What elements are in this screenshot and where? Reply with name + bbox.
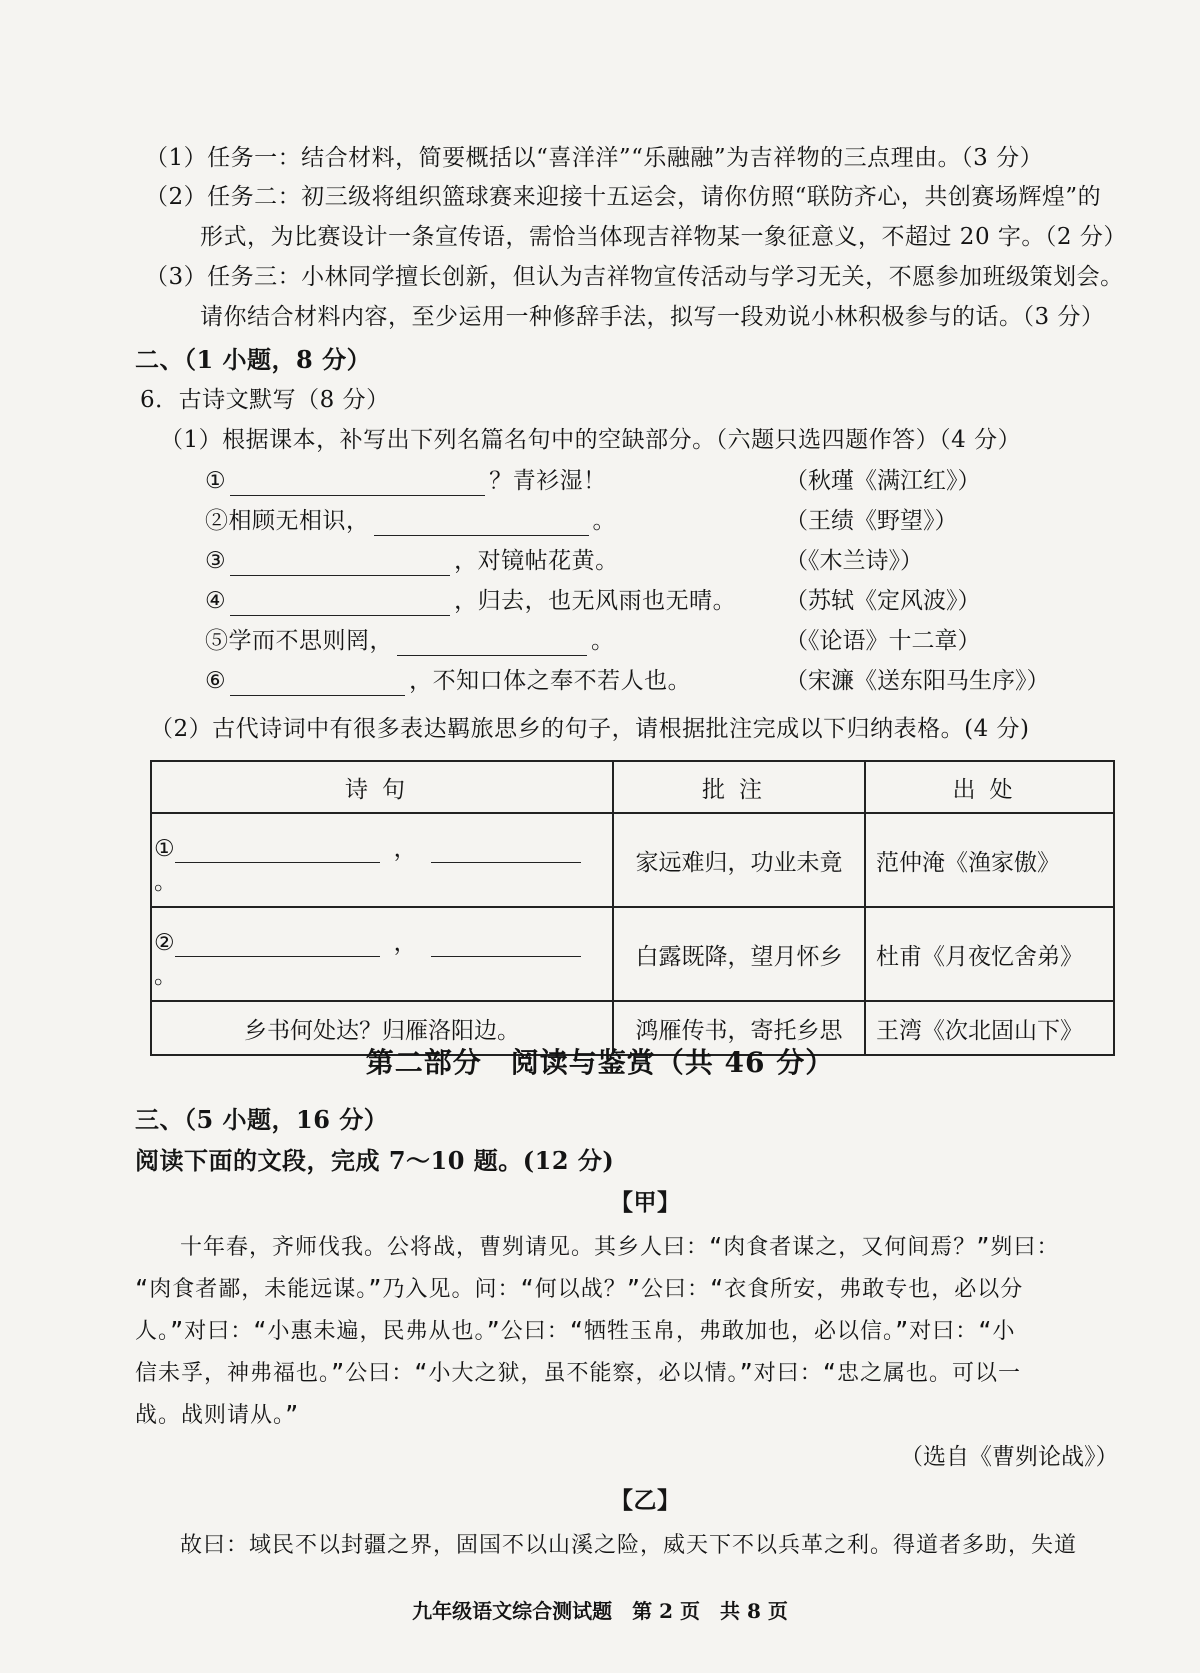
item-text: ？青衫湿！ — [489, 468, 607, 494]
task-2-line-1: （2）任务二：初三级将组织篮球赛来迎接十五运会，请你仿照“联防齐心，共创赛场辉煌”的 — [145, 184, 1102, 210]
answer-blank[interactable] — [230, 593, 450, 616]
section-2-heading: 二、（1 小题，8 分） — [135, 345, 372, 374]
answer-blank[interactable] — [397, 633, 587, 656]
passage-yi-label: 【乙】 — [610, 1487, 681, 1514]
answer-blank[interactable] — [374, 513, 589, 536]
item-text: 。 — [592, 508, 616, 534]
part-2-title: 第二部分 阅读与鉴赏（共 46 分） — [365, 1046, 835, 1079]
row-number: ① — [154, 836, 175, 862]
table-header-source: 出处 — [865, 761, 1114, 813]
fill-item-5 — [205, 626, 615, 656]
table-cell-source: 杜甫《月夜忆舍弟》 — [865, 907, 1114, 1001]
punctuation: 。 — [154, 963, 177, 989]
item-number: ② — [205, 508, 229, 534]
passage-jia-label: 【甲】 — [610, 1189, 681, 1216]
fill-item-4 — [205, 586, 736, 616]
item-number: ① — [205, 468, 227, 494]
answer-blank[interactable] — [175, 934, 380, 957]
section-3-heading: 三、（5 小题，16 分） — [135, 1105, 389, 1134]
page-footer: 九年级语文综合测试题 第 2 页 共 8 页 — [412, 1599, 788, 1623]
fill-item-1-source: （秋瑾《满江红》） — [785, 468, 981, 494]
answer-blank[interactable] — [175, 840, 380, 863]
item-text: 相顾无相识， — [228, 508, 370, 534]
question-6-title: 6．古诗文默写（8 分） — [140, 387, 390, 413]
table-cell-note: 家远难归，功业未竟 — [613, 813, 865, 907]
punctuation: ， — [393, 836, 417, 862]
task-3-line-1: （3）任务三：小林同学擅长创新，但认为吉祥物宣传活动与学习无关，不愿参加班级策划会。 — [145, 264, 1124, 290]
table-row — [151, 907, 1114, 1001]
item-text: ，对镜帖花黄。 — [454, 548, 619, 574]
item-number: ⑥ — [205, 668, 227, 694]
passage-jia-line-2: “肉食者鄙，未能远谋。”乃入见。问：“何以战？”公曰：“衣食所安，弗敢专也，必以分 — [135, 1277, 1024, 1302]
item-text: ，归去，也无风雨也无晴。 — [454, 588, 737, 614]
item-number: ④ — [205, 588, 227, 614]
table-cell-line — [151, 907, 613, 1001]
fill-item-3-source: （《木兰诗》） — [785, 548, 923, 574]
reading-instruction: 阅读下面的文段，完成 7～10 题。(12 分) — [135, 1146, 615, 1175]
row-number: ② — [154, 930, 175, 956]
question-6-part-2: （2）古代诗词中有很多表达羁旅思乡的句子，请根据批注完成以下归纳表格。(4 分) — [150, 716, 1030, 742]
passage-yi-line-1: 故曰：域民不以封疆之界，固国不以山溪之险，威天下不以兵革之利。得道者多助，失道 — [180, 1533, 1078, 1558]
punctuation: ， — [393, 930, 417, 956]
task-2-line-2: 形式，为比赛设计一条宣传语，需恰当体现吉祥物某一象征意义，不超过 20 字。（2 分） — [200, 224, 1127, 250]
table-cell-line — [151, 813, 613, 907]
table-cell-source: 王湾《次北固山下》 — [865, 1001, 1114, 1055]
table-cell-source: 范仲淹《渔家傲》 — [865, 813, 1114, 907]
task-1: （1）任务一：结合材料，简要概括以“喜洋洋”“乐融融”为吉祥物的三点理由。（3 分） — [145, 145, 1044, 171]
task-3-line-2: 请你结合材料内容，至少运用一种修辞手法，拟写一段劝说小林积极参与的话。（3 分） — [200, 304, 1105, 330]
table-cell-note: 白露既降，望月怀乡 — [613, 907, 865, 1001]
punctuation: 。 — [154, 869, 177, 895]
table-header-line: 诗句 — [151, 761, 613, 813]
passage-jia-source: （选自《曹刿论战》） — [900, 1444, 1119, 1470]
item-text: 。 — [591, 628, 615, 654]
poetry-summary-table — [150, 760, 1115, 1056]
passage-jia-line-5: 战。战则请从。” — [135, 1403, 300, 1428]
answer-blank[interactable] — [230, 553, 450, 576]
item-number: ⑤ — [205, 628, 229, 654]
fill-item-3 — [205, 546, 619, 576]
table-row — [151, 813, 1114, 907]
fill-item-6-source: （宋濂《送东阳马生序》） — [785, 668, 1050, 694]
fill-item-4-source: （苏轼《定风波》） — [785, 588, 981, 614]
table-cell-note: 鸿雁传书，寄托乡思 — [613, 1001, 865, 1055]
passage-jia-line-4: 信未孚，神弗福也。”公曰：“小大之狱，虽不能察，必以情。”对曰：“忠之属也。可以一 — [135, 1361, 1021, 1386]
answer-blank[interactable] — [431, 840, 581, 863]
table-cell-line: 乡书何处达？归雁洛阳边。 — [151, 1001, 613, 1055]
item-number: ③ — [205, 548, 227, 574]
answer-blank[interactable] — [230, 473, 485, 496]
fill-item-2-source: （王绩《野望》） — [785, 508, 958, 534]
fill-item-6 — [205, 666, 691, 696]
fill-item-2 — [205, 506, 616, 536]
table-header-note: 批注 — [613, 761, 865, 813]
fill-item-5-source: （《论语》十二章） — [785, 628, 981, 654]
passage-jia-line-3: 人。”对曰：“小惠未遍，民弗从也。”公曰：“牺牲玉帛，弗敢加也，必以信。”对曰：“小 — [135, 1319, 1016, 1344]
answer-blank[interactable] — [431, 934, 581, 957]
item-text: 学而不思则罔， — [228, 628, 393, 654]
fill-item-1 — [205, 466, 607, 496]
question-6-part-1: （1）根据课本，补写出下列名篇名句中的空缺部分。（六题只选四题作答）（4 分） — [160, 427, 1022, 453]
passage-jia-line-1: 十年春，齐师伐我。公将战，曹刿请见。其乡人曰：“肉食者谋之，又何间焉？”刿曰： — [180, 1235, 1060, 1260]
answer-blank[interactable] — [230, 673, 405, 696]
item-text: ，不知口体之奉不若人也。 — [409, 668, 692, 694]
